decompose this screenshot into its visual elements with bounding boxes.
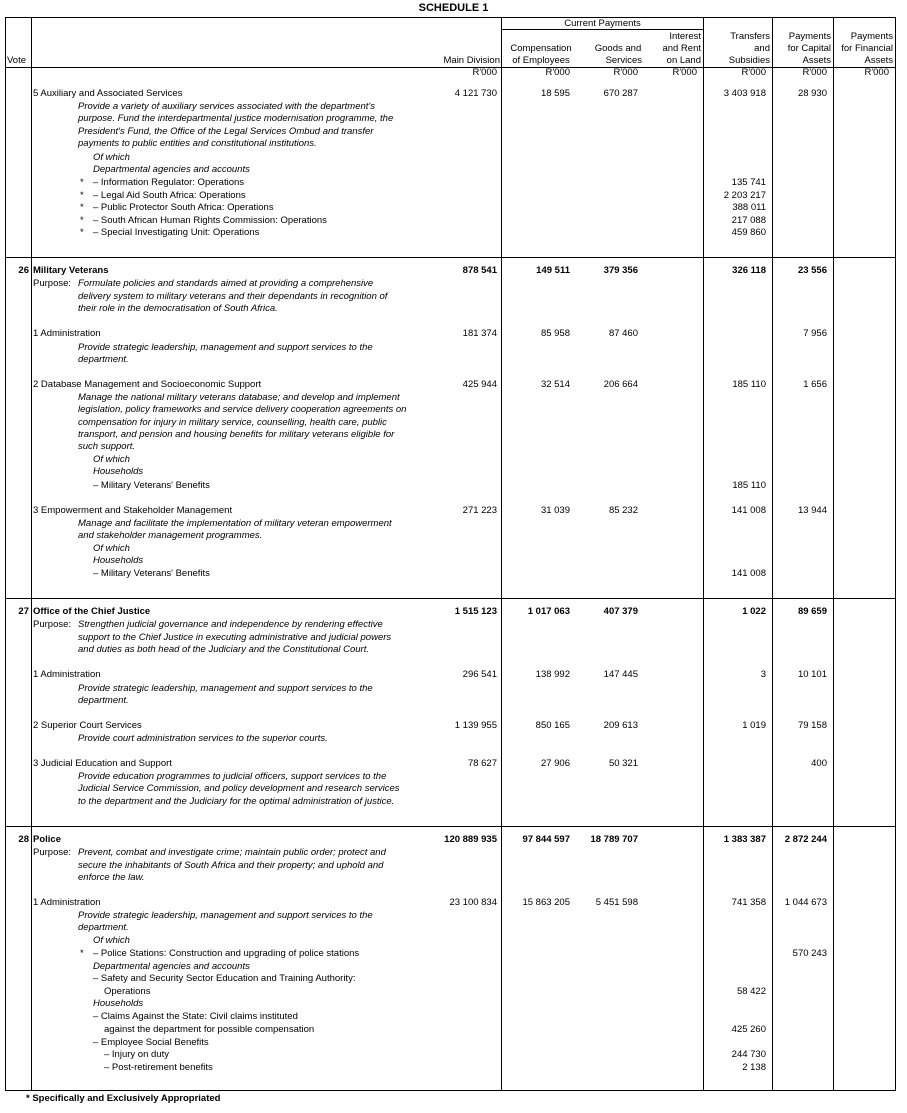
header-capital-1: Payments — [788, 31, 831, 42]
amount-trans: 185 110 — [732, 379, 766, 390]
table-border-right — [895, 17, 896, 1091]
appropriation-marker: * — [80, 227, 84, 238]
line-item-label: and duties as both head of the Judiciary and the Constitutional Court. — [78, 644, 369, 655]
line-item-label: compensation for injury in military service, counselling, health care, public — [78, 417, 387, 428]
line-item-label: 2 Database Management and Socioeconomic Support — [33, 379, 262, 390]
schedule-title: SCHEDULE 1 — [418, 2, 489, 14]
appropriation-marker: * — [80, 190, 84, 201]
header-transfers-2: and — [754, 43, 770, 54]
line-item-label: Judicial Service Commission, and policy development and research services — [78, 783, 400, 794]
amount-goods: 85 232 — [608, 505, 638, 516]
amount-main: 271 223 — [462, 505, 497, 516]
header-capital-2: for Capital — [787, 43, 831, 54]
amount-trans: 135 741 — [731, 177, 766, 188]
amount-comp: 15 863 205 — [522, 897, 570, 908]
amount-comp: 31 039 — [540, 505, 570, 516]
line-item-label: – Claims Against the State: Civil claims instituted — [93, 1011, 298, 1022]
line-item-label: – Police Stations: Construction and upgrading of police stations — [93, 948, 360, 959]
line-item-label: Operations — [104, 986, 151, 997]
header-main-division: Main Division — [443, 55, 500, 66]
unit-main: R'000 — [472, 67, 497, 78]
amount-goods: 379 356 — [603, 265, 638, 276]
col-divider-current — [703, 17, 704, 1091]
amount-main: 878 541 — [462, 265, 497, 276]
unit-transfers: R'000 — [741, 67, 766, 78]
amount-goods: 206 664 — [603, 379, 638, 390]
amount-cap: 23 556 — [797, 265, 827, 276]
line-item-label: Provide a variety of auxiliary services associated with the department's — [78, 101, 375, 112]
header-financial-1: Payments — [850, 31, 893, 42]
amount-main: 296 541 — [462, 669, 497, 680]
line-item-label: Of which — [93, 152, 130, 163]
section-divider-28 — [5, 826, 896, 827]
line-item-label: department. — [78, 695, 129, 706]
amount-comp: 97 844 597 — [522, 834, 570, 845]
amount-main: 1 515 123 — [454, 606, 497, 617]
amount-trans: 2 138 — [742, 1062, 766, 1073]
line-item-label: department. — [78, 354, 129, 365]
amount-goods: 670 287 — [603, 88, 638, 99]
line-item-label: Provide education programmes to judicial officers, support services to the — [78, 771, 387, 782]
col-divider-vote — [31, 17, 32, 1091]
line-item-label: 1 Administration — [33, 897, 101, 908]
amount-comp: 149 511 — [536, 265, 570, 276]
line-item-label: – South African Human Rights Commission: Operations — [93, 215, 327, 226]
amount-main: 120 889 935 — [444, 834, 497, 845]
amount-goods: 407 379 — [603, 606, 638, 617]
amount-trans: 326 118 — [732, 265, 766, 276]
purpose-text: Formulate policies and standards aimed at providing a comprehensive — [78, 278, 374, 289]
amount-cap: 28 930 — [797, 88, 827, 99]
header-transfers-3: Subsidies — [728, 55, 770, 66]
amount-trans: 1 383 387 — [723, 834, 766, 845]
current-payments-underline — [501, 29, 704, 30]
line-item-label: and stakeholder management programmes. — [78, 530, 263, 541]
amount-cap: 13 944 — [797, 505, 827, 516]
unit-interest: R'000 — [672, 67, 697, 78]
col-divider-capital — [833, 17, 834, 1091]
appropriation-marker: * — [80, 177, 84, 188]
amount-trans: 3 — [760, 669, 766, 680]
section-divider-26 — [5, 257, 896, 258]
amount-cap: 10 101 — [797, 669, 827, 680]
header-interest-2: and Rent — [662, 43, 701, 54]
line-item-label: Of which — [93, 454, 130, 465]
amount-goods: 5 451 598 — [595, 897, 638, 908]
vote-number: 28 — [18, 834, 29, 845]
amount-main: 4 121 730 — [454, 88, 497, 99]
header-compensation-1: Compensation — [510, 43, 572, 54]
line-item-label: 2 Superior Court Services — [33, 720, 142, 731]
line-item-label: Departmental agencies and accounts — [93, 164, 250, 175]
amount-main: 78 627 — [467, 758, 497, 769]
amount-cap: 1 044 673 — [784, 897, 827, 908]
amount-main: 1 139 955 — [454, 720, 497, 731]
line-item-label: Manage and facilitate the implementation of military veteran empowerment — [78, 518, 392, 529]
header-interest-1: Interest — [669, 31, 701, 42]
amount-comp: 18 595 — [540, 88, 570, 99]
line-item-label: secure the inhabitants of South Africa and their property; and uphold and — [78, 860, 384, 871]
amount-trans: 141 008 — [731, 505, 766, 516]
line-item-label: Households — [93, 466, 144, 477]
amount-goods: 18 789 707 — [590, 834, 638, 845]
line-item-label: Provide strategic leadership, management and support services to the — [78, 910, 373, 921]
table-border-left — [5, 17, 6, 1091]
line-item-label: Provide strategic leadership, management and support services to the — [78, 342, 373, 353]
amount-cap: 79 158 — [797, 720, 827, 731]
line-item-label: Households — [93, 555, 144, 566]
line-item-label: Manage the national military veterans database; and develop and implement — [78, 392, 400, 403]
amount-goods: 147 445 — [603, 669, 638, 680]
amount-comp: 850 165 — [535, 720, 570, 731]
amount-cap: 570 243 — [792, 948, 827, 959]
amount-cap: 1 656 — [803, 379, 827, 390]
line-item-label: – Employee Social Benefits — [93, 1037, 209, 1048]
line-item-label: Military Veterans — [33, 265, 109, 276]
amount-trans: 141 008 — [731, 568, 766, 579]
amount-trans: 459 860 — [731, 227, 766, 238]
line-item-label: – Military Veterans' Benefits — [93, 480, 210, 491]
vote-number: 27 — [18, 606, 29, 617]
appropriation-marker: * — [80, 202, 84, 213]
amount-comp: 27 906 — [540, 758, 570, 769]
line-item-label: Of which — [93, 543, 130, 554]
line-item-label: purpose. Fund the interdepartmental justice modernisation programme, the — [78, 113, 394, 124]
amount-trans: 2 203 217 — [723, 190, 766, 201]
line-item-label: legislation, policy frameworks and service delivery cooperation agreements on — [78, 404, 407, 415]
line-item-label: Office of the Chief Justice — [33, 606, 151, 617]
amount-goods: 209 613 — [603, 720, 638, 731]
line-item-label: enforce the law. — [78, 872, 145, 883]
amount-cap: 89 659 — [797, 606, 827, 617]
line-item-label: 1 Administration — [33, 328, 101, 339]
line-item-label: to the department and the Judiciary for the optimal administration of justice. — [78, 796, 395, 807]
line-item-label: against the department for possible compensation — [104, 1024, 315, 1035]
line-item-label: – Information Regulator: Operations — [93, 177, 245, 188]
line-item-label: Purpose: — [33, 847, 72, 858]
header-transfers-1: Transfers — [730, 31, 770, 42]
line-item-label: Departmental agencies and accounts — [93, 961, 250, 972]
line-item-label: 3 Judicial Education and Support — [33, 758, 172, 769]
amount-trans: 1 019 — [742, 720, 766, 731]
header-compensation-2: of Employees — [512, 55, 570, 66]
line-item-label: transport, and pension and housing benefits for military veterans eligible for — [78, 429, 395, 440]
line-item-label: Households — [93, 998, 144, 1009]
amount-trans: 1 022 — [742, 606, 766, 617]
purpose-text: Strengthen judicial governance and independence by rendering effective — [78, 619, 383, 630]
line-item-label: – Special Investigating Unit: Operations — [93, 227, 260, 238]
amount-comp: 32 514 — [540, 379, 570, 390]
header-financial-3: Assets — [864, 55, 893, 66]
col-divider-main — [501, 17, 502, 1091]
amount-main: 23 100 834 — [449, 897, 497, 908]
line-item-label: 3 Empowerment and Stakeholder Management — [33, 505, 233, 516]
amount-comp: 138 992 — [535, 669, 570, 680]
line-item-label: – Safety and Security Sector Education and Training Authority: — [93, 973, 356, 984]
line-item-label: – Post-retirement benefits — [104, 1062, 213, 1073]
col-divider-transfers — [772, 17, 773, 1091]
appropriation-marker: * — [80, 948, 84, 959]
line-item-label: such support. — [78, 441, 136, 452]
line-item-label: delivery system to military veterans and their dependants in recognition of — [78, 291, 388, 302]
amount-cap: 7 956 — [803, 328, 827, 339]
amount-trans: 58 422 — [736, 986, 766, 997]
line-item-label: Purpose: — [33, 619, 72, 630]
vote-number: 26 — [18, 265, 29, 276]
amount-comp: 1 017 063 — [527, 606, 570, 617]
header-interest-3: on Land — [666, 55, 701, 66]
amount-trans: 244 730 — [731, 1049, 766, 1060]
header-goods-2: Services — [605, 55, 642, 66]
amount-trans: 3 403 918 — [723, 88, 766, 99]
line-item-label: Provide strategic leadership, management and support services to the — [78, 683, 373, 694]
amount-main: 425 944 — [462, 379, 497, 390]
line-item-label: Police — [33, 834, 61, 845]
amount-goods: 87 460 — [608, 328, 638, 339]
line-item-label: their role in the democratisation of South Africa. — [78, 303, 278, 314]
line-item-label: – Public Protector South Africa: Operations — [93, 202, 274, 213]
line-item-label: support to the Chief Justice in executing administrative and judicial powers — [78, 632, 392, 643]
amount-cap: 400 — [811, 758, 827, 769]
line-item-label: 1 Administration — [33, 669, 101, 680]
header-goods-1: Goods and — [594, 43, 642, 54]
line-item-label: – Legal Aid South Africa: Operations — [93, 190, 246, 201]
header-current-payments: Current Payments — [564, 18, 641, 29]
line-item-label: Purpose: — [33, 278, 72, 289]
line-item-label: Provide court administration services to the superior courts. — [78, 733, 328, 744]
line-item-label: department. — [78, 922, 129, 933]
line-item-label: 5 Auxiliary and Associated Services — [33, 88, 183, 99]
line-item-label: Of which — [93, 935, 130, 946]
header-vote: Vote — [7, 55, 27, 66]
unit-financial: R'000 — [864, 67, 889, 78]
header-capital-3: Assets — [802, 55, 831, 66]
amount-trans: 425 260 — [731, 1024, 766, 1035]
amount-trans: 388 011 — [732, 202, 766, 213]
table-border-top — [5, 17, 896, 18]
amount-trans: 741 358 — [731, 897, 766, 908]
line-item-label: – Injury on duty — [104, 1049, 169, 1060]
appropriation-marker: * — [80, 215, 84, 226]
table-border-bottom — [5, 1090, 896, 1091]
line-item-label: – Military Veterans' Benefits — [93, 568, 210, 579]
amount-cap: 2 872 244 — [784, 834, 827, 845]
unit-capital: R'000 — [802, 67, 827, 78]
footnote: * Specifically and Exclusively Appropriated — [26, 1093, 221, 1104]
purpose-text: Prevent, combat and investigate crime; maintain public order; protect and — [78, 847, 386, 858]
line-item-label: President's Fund, the Office of the Legal Services Ombud and transfer — [78, 126, 374, 137]
amount-comp: 85 958 — [540, 328, 570, 339]
header-financial-2: for Financial — [841, 43, 893, 54]
unit-compensation: R'000 — [545, 67, 570, 78]
amount-goods: 50 321 — [608, 758, 638, 769]
section-divider-27 — [5, 598, 896, 599]
amount-trans: 217 088 — [731, 215, 766, 226]
amount-main: 181 374 — [462, 328, 497, 339]
amount-trans: 185 110 — [732, 480, 766, 491]
line-item-label: payments to public entities and constitutional institutions. — [78, 138, 317, 149]
unit-goods: R'000 — [613, 67, 638, 78]
